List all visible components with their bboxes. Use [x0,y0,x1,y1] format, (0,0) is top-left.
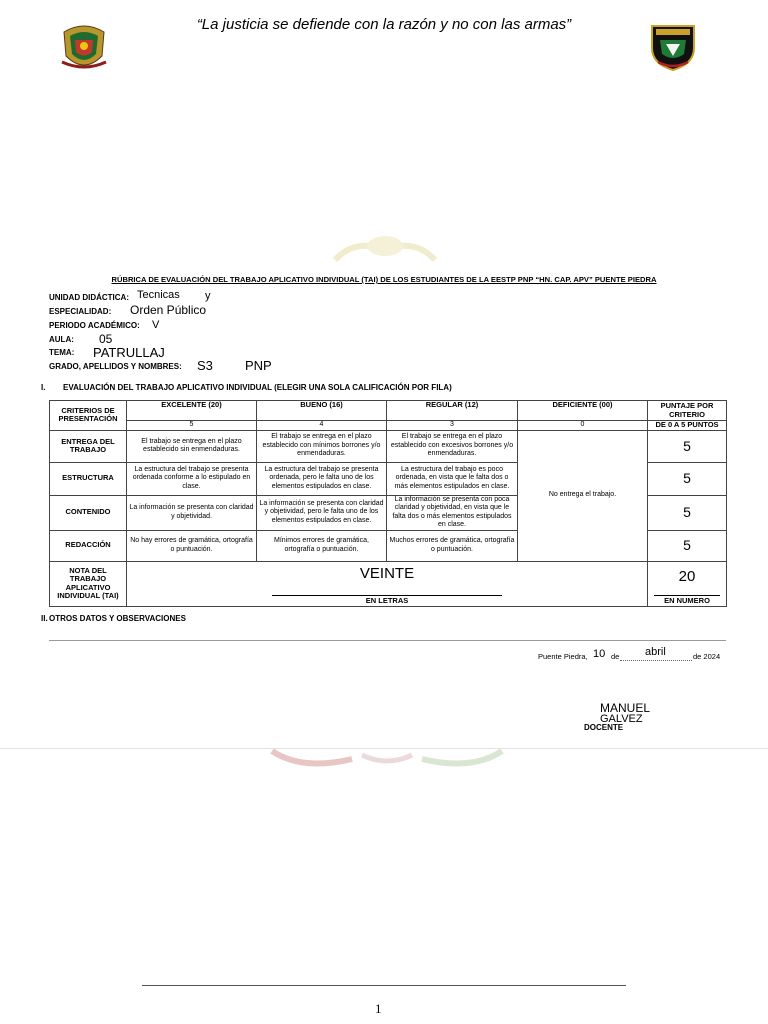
observations-line [49,640,726,641]
signature-name-clipped [600,713,643,725]
page-number: 1 [375,1001,382,1016]
column-header-deficiente: DEFICIENTE (00) [518,401,648,421]
column-header-excelente: EXCELENTE (20) [127,401,257,421]
criteria-header: CRITERIOS DE PRESENTACIÓN [50,401,127,431]
nota-letras-cell [127,561,648,606]
faint-watermark-top [325,232,445,264]
date-day: 10 [593,648,606,660]
score-redaccion: 5 [648,530,727,561]
cell-excelente: La información se presenta con claridad y objetividad. [127,495,257,530]
points-regular: 3 [387,421,518,431]
signature-name-second-line: GALVEZ [600,713,643,725]
unidad-label: UNIDAD DIDÁCTICA: [49,293,129,302]
score-range: DE 0 A 5 PUNTOS [648,421,727,431]
signature-name: MANUEL [600,701,651,715]
date-month-dotted-line [620,660,692,661]
header-motto: “La justicia se defiende con la razón y no con las armas” [196,16,572,33]
date-de-1: de [611,652,620,661]
periodo-label: PERIODO ACADÉMICO: [49,321,140,330]
cell-bueno: Mínimos errores de gramática, ortografía o puntuación. [257,530,387,561]
points-deficiente: 0 [518,421,648,431]
cell-excelente: El trabajo se entrega en el plazo establecido sin enmendaduras. [127,430,257,462]
nota-numero-label: EN NUMERO [664,595,710,605]
footer-rule [142,985,626,986]
cell-regular: La información se presenta con poca claridad y objetividad, en vista que le falta dos o más elementos estipulados en clase. [387,495,518,530]
cell-regular: Muchos errores de gramática, ortografía o puntuación. [387,530,518,561]
criterion-estructura: ESTRUCTURA [50,462,127,495]
grado-label: GRADO, APELLIDOS Y NOMBRES: [49,362,182,371]
section-2-number: II. [41,614,48,623]
school-shield-logo [648,20,698,72]
nota-numero-cell [648,561,727,606]
cell-bueno: La estructura del trabajo se presenta ordenada, pero le falta uno de los elementos estipulados en clase. [257,462,387,495]
criterion-entrega: ENTREGA DEL TRABAJO [50,430,127,462]
column-header-regular: REGULAR (12) [387,401,518,421]
cell-regular: El trabajo se entrega en el plazo establecido con excesivos borrones y/o enmendaduras. [387,430,518,462]
grado-value: S3 [197,358,213,373]
section-1-number: I. [41,383,46,392]
score-contenido: 5 [648,495,727,530]
especialidad-label: ESPECIALIDAD: [49,307,112,316]
tema-label: TEMA: [49,348,75,357]
score-estructura: 5 [648,462,727,495]
nota-label: NOTA DEL TRABAJO APLICATIVO INDIVIDUAL (TAI) [50,561,127,606]
cell-excelente: La estructura del trabajo se presenta ordenada conforme a lo estipulado en clase. [127,462,257,495]
cell-bueno: La información se presenta con claridad y objetividad, pero le falta uno de los elementos estipulados en clase. [257,495,387,530]
date-year: de 2024 [693,652,721,661]
nota-letras-value: VEINTE [359,564,415,582]
table-row [50,430,727,462]
column-header-bueno: BUENO (16) [257,401,387,421]
cell-deficiente: No entrega el trabajo. [518,430,648,561]
cell-regular: La estructura del trabajo es poco ordenada, en vista que le falta dos o más elementos estipulados en clase. [387,462,518,495]
cell-bueno: El trabajo se entrega en el plazo establecido con mínimos borrones y/o enmendaduras. [257,430,387,462]
signature-role: DOCENTE [584,723,624,732]
nota-numero-value: 20 [678,567,696,585]
section-1-title: EVALUACIÓN DEL TRABAJO APLICATIVO INDIVIDUAL (ELEGIR UNA SOLA CALIFICACIÓN POR FILA) [63,383,452,392]
aula-label: AULA: [49,335,74,344]
faint-watermark-bottom [262,745,512,773]
criterion-contenido: CONTENIDO [50,495,127,530]
periodo-value: V [152,319,160,331]
rubric-table [49,400,727,607]
rubric-title: RÚBRICA DE EVALUACIÓN DEL TRABAJO APLICATIVO INDIVIDUAL (TAI) DE LOS ESTUDIANTES DE LA EESTP PNP “HN. CAP. APV” PUENTE PIEDRA [111,275,657,284]
score-header: PUNTAJE POR CRITERIO [648,401,727,421]
aula-value: 05 [99,332,113,346]
criterion-redaccion: REDACCIÓN [50,530,127,561]
section-2-title: OTROS DATOS Y OBSERVACIONES [49,614,186,623]
especialidad-value: Orden Público [130,303,207,317]
date-month: abril [645,646,666,658]
grado-value-continued: PNP [245,358,272,373]
points-excelente: 5 [127,421,257,431]
points-bueno: 4 [257,421,387,431]
date-place: Puente Piedra, [538,652,588,661]
unidad-value: Tecnicas [137,289,180,301]
nota-letras-label: EN LETRAS [365,595,409,605]
score-entrega: 5 [648,430,727,462]
unidad-value-continued: y [205,290,211,302]
police-crest-logo [58,22,110,74]
tema-value: PATRULLAJ [93,345,165,360]
cell-excelente: No hay errores de gramática, ortografía o puntuación. [127,530,257,561]
